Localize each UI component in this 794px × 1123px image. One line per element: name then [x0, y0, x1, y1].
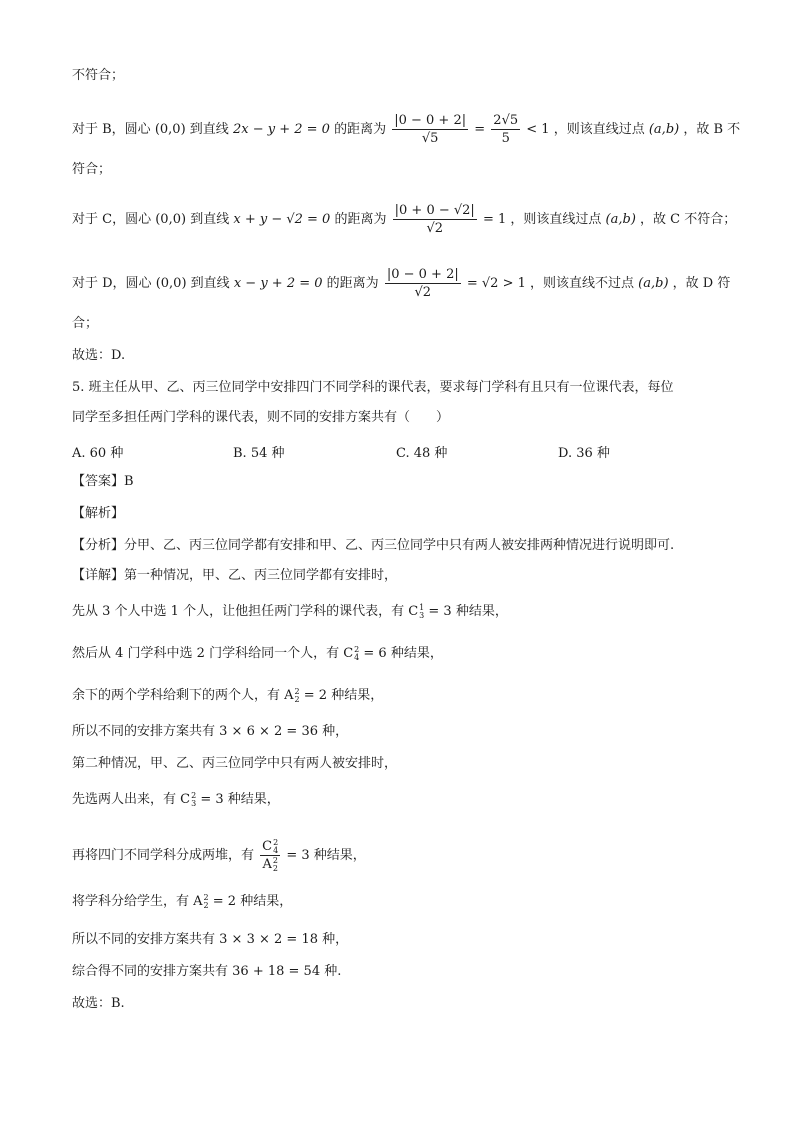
text: 不符合； — [72, 68, 125, 83]
solution-step: 先从 3 个人中选 1 个人，让他担任两门学科的课代表，有 C1 3 = 3 种结果， — [72, 602, 508, 620]
solution-step: 先选两人出来，有 C2 3 = 3 种结果， — [72, 790, 280, 808]
solution-step: 然后从 4 门学科中选 2 门学科给同一个人，有 C2 4 = 6 种结果， — [72, 644, 443, 662]
math-line-equation: x − y + 2 = 0 — [233, 276, 323, 291]
analysis-label: 【解析】 — [72, 506, 125, 521]
text: 对于 D，圆心 — [72, 276, 152, 291]
solution-step: 综合得不同的安排方案共有 36 + 18 = 54 种. — [72, 964, 342, 979]
answer-label: 【答案】B — [72, 474, 134, 489]
text-line — [72, 66, 124, 86]
final-answer: 故选：B. — [72, 996, 125, 1011]
fraction: $\frac{|0 + 0 - √2|}{√2}$ — [394, 203, 475, 236]
text: 到直线 — [190, 212, 230, 227]
text: 合； — [72, 316, 99, 331]
text: 5. 班主任从甲、乙、丙三位同学中安排四门不同学科的课代表，要求每门学科有且只有一位课代表，每位 — [72, 380, 674, 395]
question-text — [72, 378, 674, 398]
text: 到直线 — [190, 276, 230, 291]
solution-step: 将学科分给学生，有 A2 2 = 2 种结果， — [72, 892, 293, 910]
analysis-summary: 【分析】分甲、乙、丙三位同学都有安排和甲、乙、丙三位同学中只有两人被安排两种情况进行说明即可. — [72, 538, 675, 553]
text: 的距离为 — [334, 212, 387, 227]
text: 故选：D. — [72, 348, 126, 363]
fraction: C2 4 A2 2 — [262, 837, 279, 873]
solution-step: 所以不同的安排方案共有 3 × 3 × 2 = 18 种， — [72, 932, 349, 947]
fraction: $\frac{2√5}{5}$ — [493, 113, 519, 146]
text: ，故 C 不符合； — [640, 212, 737, 227]
text: 的距离为 — [334, 122, 387, 137]
detail-intro: 【详解】第一种情况，甲、乙、丙三位同学都有安排时， — [72, 568, 398, 583]
fraction: $\frac{|0 - 0 + 2|}{√5}$ — [394, 113, 467, 146]
text: 同学至多担任两门学科的课代表，则不同的安排方案共有（ ） — [72, 410, 450, 425]
text: 的距离为 — [326, 276, 379, 291]
text: 对于 C，圆心 — [72, 212, 152, 227]
text-line-d: 对于 D，圆心 (0,0) 到直线 x − y + 2 = 0 的距离为 $\frac{|0 - 0 + 2|}{√2}$ = √2 > 1 ，则该直线不过点 (a,b) ，故 D 符 — [72, 267, 731, 300]
text: ，则该直线过点 — [510, 212, 602, 227]
math-point: (a,b) — [648, 122, 680, 137]
question-text — [72, 408, 449, 428]
text: ，故 B 不 — [683, 122, 741, 137]
text-line — [72, 314, 98, 334]
text: ，则该直线过点 — [553, 122, 645, 137]
math-center: (0,0) — [154, 122, 186, 137]
math-line-equation: 2x − y + 2 = 0 — [232, 122, 330, 137]
text-line-c: 对于 C，圆心 (0,0) 到直线 x + y − √2 = 0 的距离为 $\frac{|0 + 0 - √2|}{√2}$ = 1 ，则该直线过点 (a,b) ，故 C 不符合； — [72, 203, 737, 236]
text: 到直线 — [189, 122, 229, 137]
choice-b: B. 54 种 — [233, 446, 285, 461]
choice-c: C. 48 种 — [396, 446, 448, 461]
text-line — [72, 346, 125, 366]
solution-step: 所以不同的安排方案共有 3 × 6 × 2 = 36 种， — [72, 724, 349, 739]
choice-d: D. 36 种 — [558, 446, 610, 461]
choice-a: A. 60 种 — [72, 446, 124, 461]
math-line-equation: x + y − √2 = 0 — [233, 212, 331, 227]
text: 对于 B，圆心 — [72, 122, 151, 137]
solution-step: 余下的两个学科给剩下的两个人，有 A2 2 = 2 种结果， — [72, 686, 384, 704]
text-line-b: 对于 B，圆心 (0,0) 到直线 2x − y + 2 = 0 的距离为 $\frac{|0 - 0 + 2|}{√5}$ = $\frac{2√5}{5}$ < 1 ，则该直线过点 (a,b) ，故 B 不 — [72, 113, 741, 146]
solution-step: 第二种情况，甲、乙、丙三位同学中只有两人被安排时， — [72, 756, 398, 771]
text-line — [72, 160, 111, 180]
text: 符合； — [72, 162, 112, 177]
text: ，故 D 符 — [672, 276, 731, 291]
fraction: $\frac{|0 - 0 + 2|}{√2}$ — [386, 267, 459, 300]
text: ，则该直线不过点 — [530, 276, 635, 291]
solution-step: 再将四门不同学科分成两堆，有 C2 4 A2 2 = 3 种结果， — [72, 837, 366, 873]
